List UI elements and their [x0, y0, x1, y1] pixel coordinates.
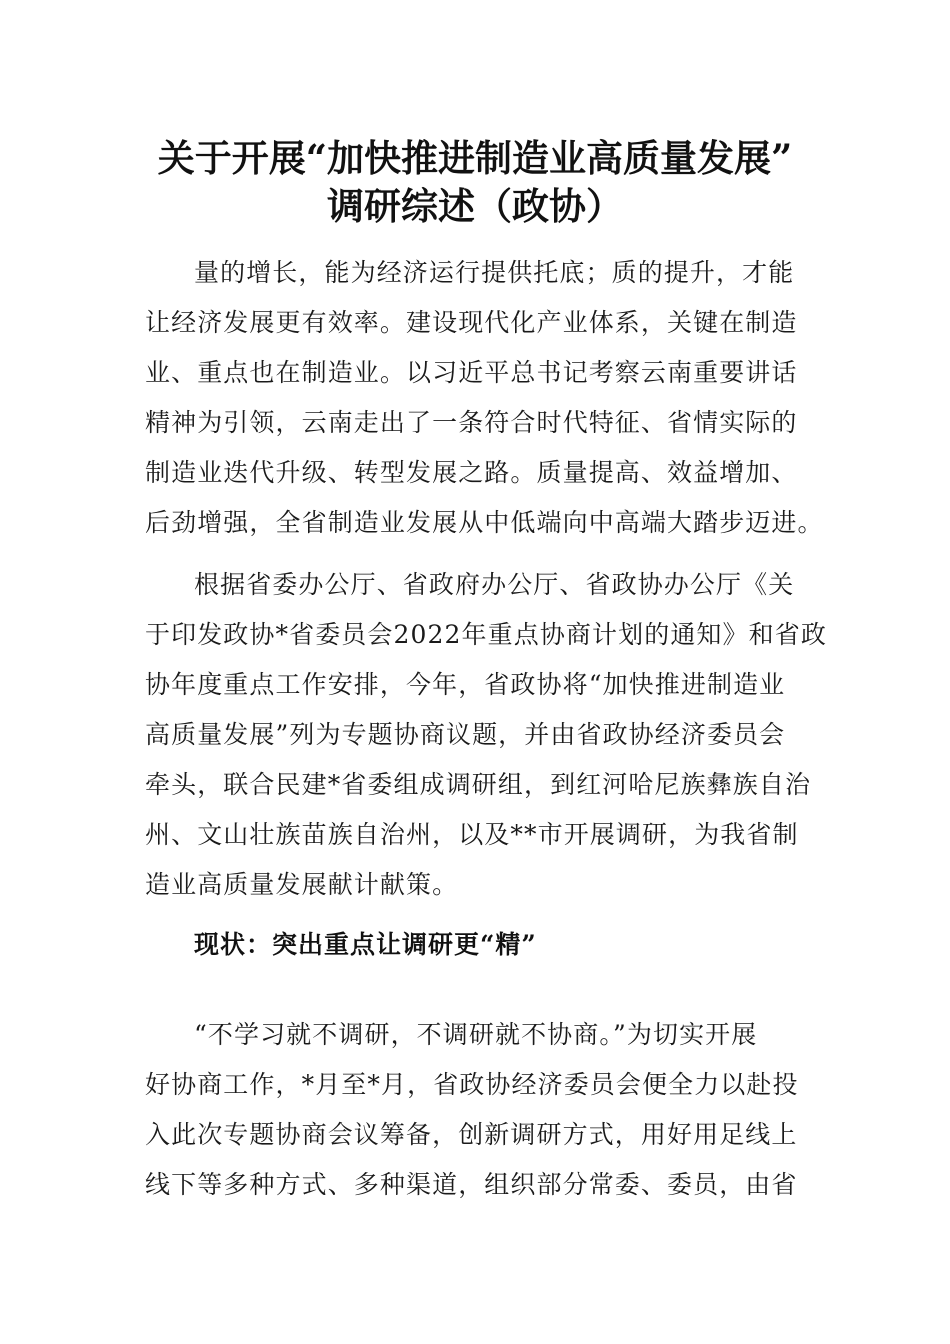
document-title-line-1: 关于开展“加快推进制造业高质量发展” [157, 136, 793, 180]
paragraph-line: 牵头，联合民建*省委组成调研组，到红河哈尼族彝族自治 [145, 770, 812, 799]
paragraph-line: 州、文山壮族苗族自治州，以及**市开展调研，为我省制 [145, 820, 799, 849]
paragraph-line: 精神为引领，云南走出了一条符合时代特征、省情实际的 [145, 408, 798, 437]
paragraph-line: 高质量发展”列为专题协商议题，并由省政协经济委员会 [145, 720, 786, 749]
paragraph-line: 量的增长，能为经济运行提供托底；质的提升，才能 [194, 258, 795, 287]
paragraph-1 [145, 248, 824, 548]
paragraph-line: 入此次专题协商会议筹备，创新调研方式，用好用足线上 [145, 1120, 798, 1149]
paragraph-line: 于印发政协*省委员会2022年重点协商计划的通知》和省政 [145, 620, 827, 649]
paragraph-line: 协年度重点工作安排，今年，省政协将“加快推进制造业 [145, 670, 786, 699]
paragraph-line: 线下等多种方式、多种渠道，组织部分常委、委员，由省 [145, 1170, 798, 1199]
section-heading: 现状：突出重点让调研更“精” [194, 930, 537, 959]
paragraph-line: 后劲增强，全省制造业发展从中低端向中高端大踏步迈进。 [145, 508, 824, 537]
paragraph-line: 根据省委办公厅、省政府办公厅、省政协办公厅《关 [194, 570, 795, 599]
document-title-line-2: 调研综述（政协） [327, 184, 623, 228]
paragraph-line: 业、重点也在制造业。以习近平总书记考察云南重要讲话 [145, 358, 798, 387]
paragraph-line: “不学习就不调研，不调研就不协商。”为切实开展 [194, 1020, 758, 1049]
paragraph-2 [145, 560, 827, 910]
paragraph-line: 好协商工作，*月至*月，省政协经济委员会便全力以赴投 [145, 1070, 799, 1099]
paragraph-line: 制造业迭代升级、转型发展之路。质量提高、效益增加、 [145, 458, 798, 487]
paragraph-line: 让经济发展更有效率。建设现代化产业体系，关键在制造 [145, 308, 798, 337]
paragraph-3 [145, 1010, 805, 1210]
paragraph-line: 造业高质量发展献计献策。 [145, 870, 459, 899]
